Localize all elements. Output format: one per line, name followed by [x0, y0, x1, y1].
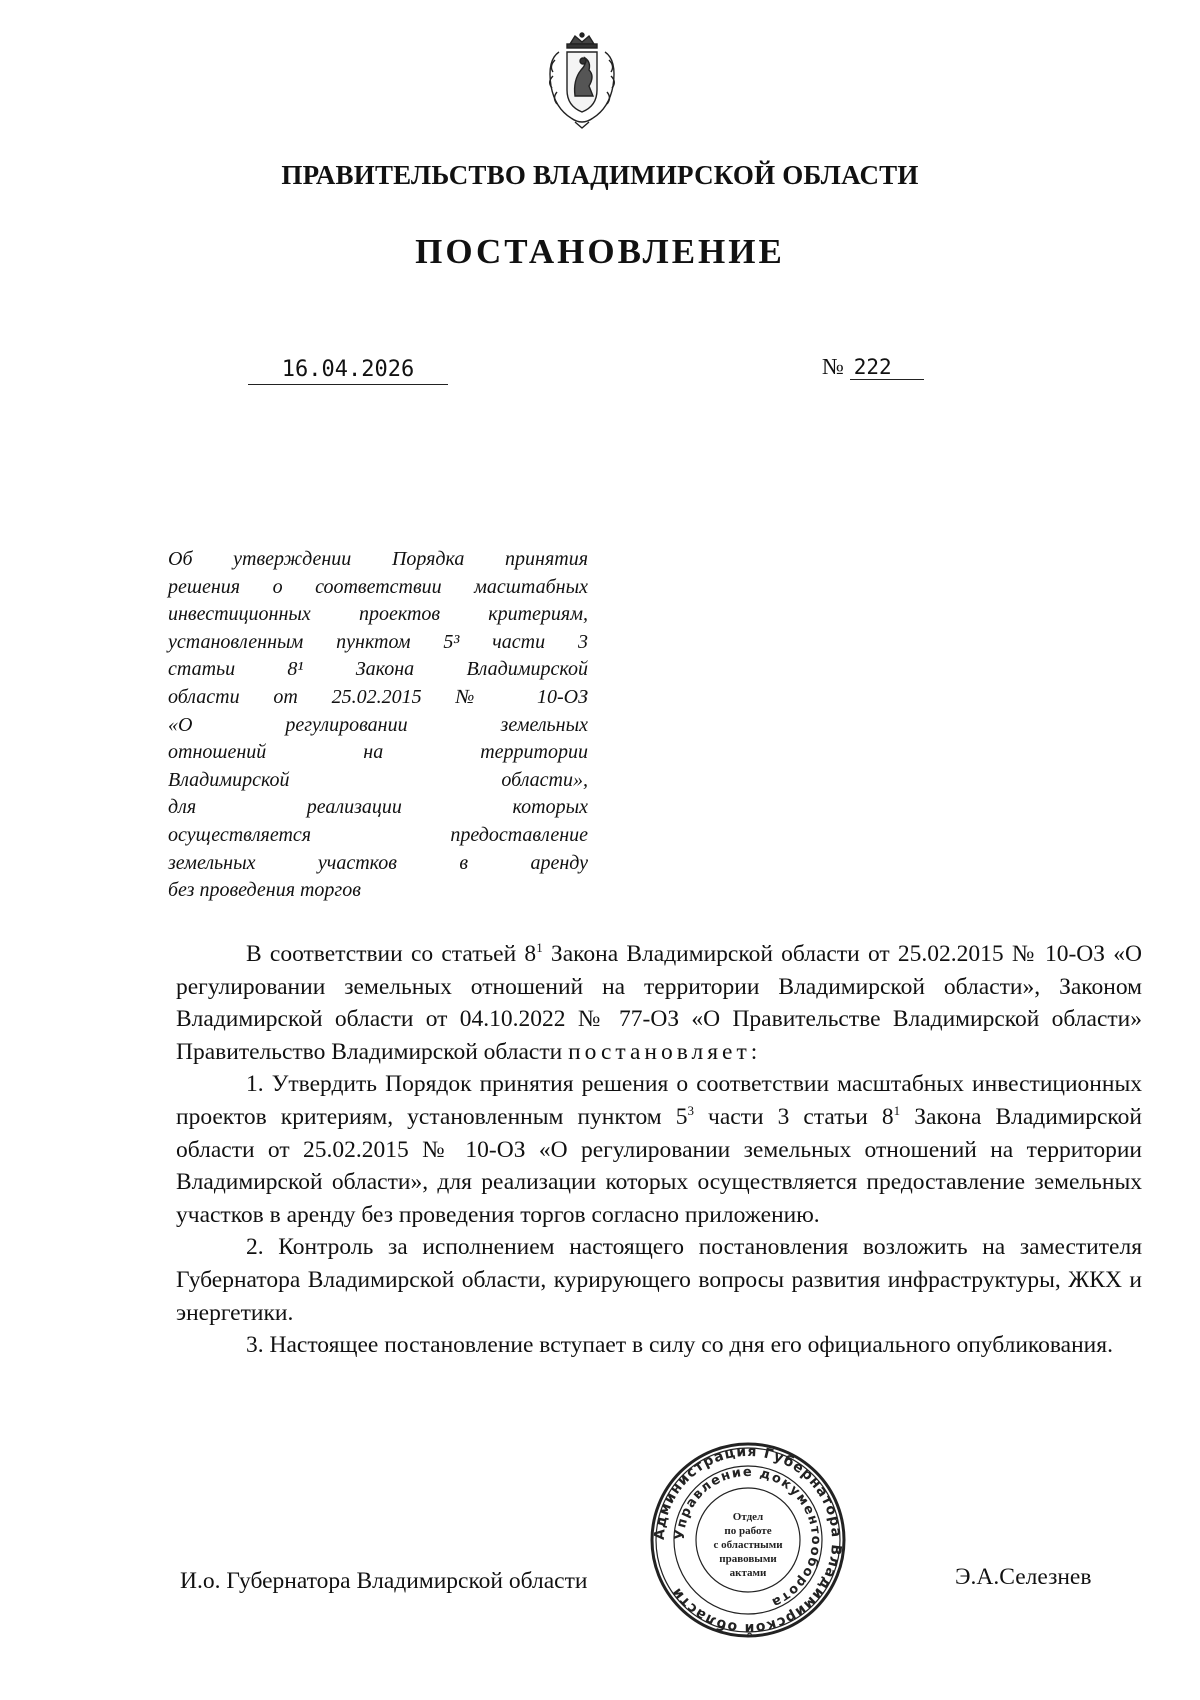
clause-text: части 3 статьи 8 [693, 1103, 894, 1130]
document-type-title: ПОСТАНОВЛЕНИЕ [415, 232, 785, 271]
document-body [176, 938, 1142, 1362]
signer-name: Э.А.Селезнев [955, 1564, 1092, 1590]
clause-text: 1. Утвердить Порядок принятия решения о соответствии масштабных инвестиционных проектов критериям, установленным пунктом 5 [176, 1071, 1142, 1130]
government-title: ПРАВИТЕЛЬСТВО ВЛАДИМИРСКОЙ ОБЛАСТИ [281, 160, 919, 190]
subject-line: инвестиционных проектов критериям, [168, 603, 588, 626]
preamble-text: В соответствии со статьей 8 [246, 941, 537, 967]
superscript: 3 [687, 1103, 694, 1119]
subject-line: без проведения торгов [168, 879, 361, 902]
seal-center-line: с областными [713, 1539, 783, 1551]
superscript: 1 [893, 1103, 901, 1119]
subject-line: отношений на территории [168, 741, 588, 764]
seal-center-line: Отдел [732, 1511, 764, 1523]
preamble-text: : [750, 1038, 758, 1065]
subject-line: «О регулировании земельных [168, 713, 588, 736]
subject-line: области от 25.02.2015 № 10-ОЗ [168, 685, 588, 708]
document-subject [168, 546, 588, 905]
clause-text: Закона Владимирской области от 25.02.2015 № 10-ОЗ «О регулировании земельных отношений на территории Владимирской области», для реализации которых осуществляется предоставление земельных участков в аренду без проведения торгов согласно приложению. [176, 1103, 1142, 1228]
subject-line: статьи 8¹ Закона Владимирской [168, 658, 588, 681]
subject-line: установленным пунктом 5³ части 3 [168, 630, 588, 653]
resolves-word: постановляет [568, 1038, 751, 1065]
subject-line: земельных участков в аренду [168, 851, 588, 874]
subject-line: решения о соответствии масштабных [168, 575, 588, 598]
signer-position: И.о. Губернатора Владимирской области [180, 1568, 588, 1594]
preamble-text: Закона Владимирской области от 25.02.2015 № 10-ОЗ «О регулировании земельных отношений на территории Владимирской области», Законом Владимирской области от 04.10.2022 № 77-ОЗ «О Правительстве Владимирской области» Правительство Владимирской области [176, 941, 1142, 1065]
subject-line: Владимирской области», [168, 768, 588, 791]
superscript: 1 [536, 940, 543, 956]
preamble-paragraph [176, 938, 1142, 1068]
number-sign: № [822, 354, 844, 379]
clause-1 [176, 1068, 1142, 1231]
seal-center-line: актами [729, 1567, 767, 1579]
seal-center-line: правовыми [719, 1553, 777, 1565]
number-value: 222 [850, 355, 924, 380]
subject-line: Об утверждении Порядка принятия [168, 548, 588, 570]
seal-inner-text: Управление документооборота [672, 1464, 824, 1611]
document-number [822, 354, 924, 380]
clause-2: 2. Контроль за исполнением настоящего постановления возложить на заместителя Губернатора Владимирской области, курирующего вопросы развития инфраструктуры, ЖКХ и энергетики. [176, 1234, 1142, 1326]
subject-line: для реализации которых [168, 796, 588, 819]
subject-line: осуществляется предоставление [168, 823, 588, 846]
coat-of-arms-icon [537, 30, 627, 130]
seal-outer-text: Администрация Губернатора Владимирской области [651, 1443, 845, 1637]
seal-center-line: по работе [724, 1525, 772, 1537]
clause-3: 3. Настоящее постановление вступает в силу со дня его официального опубликования. [246, 1332, 1113, 1359]
document-date: 16.04.2026 [248, 357, 448, 385]
official-seal-icon [648, 1440, 848, 1640]
